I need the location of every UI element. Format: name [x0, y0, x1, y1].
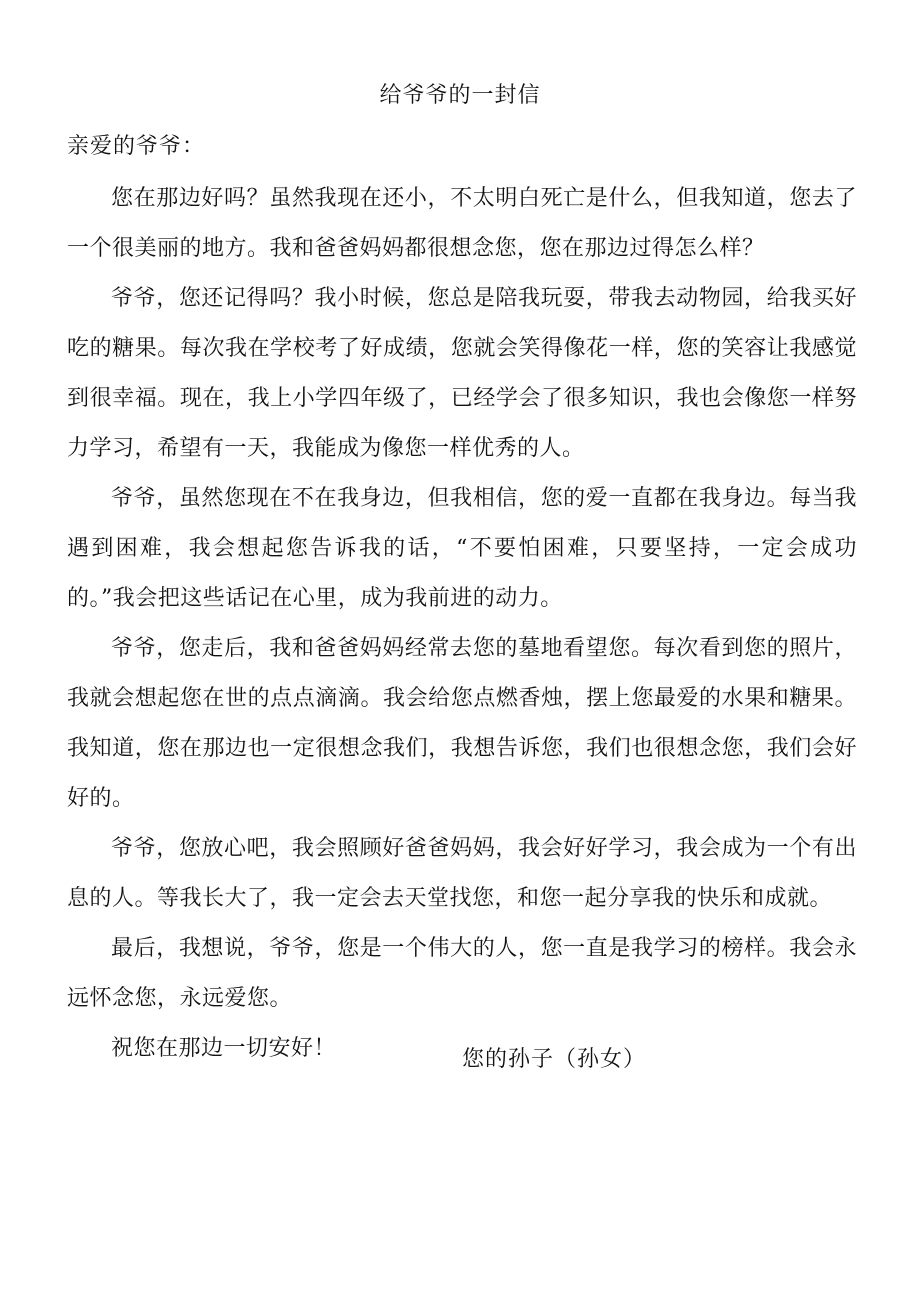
paragraph: 爷爷，您走后，我和爸爸妈妈经常去您的墓地看望您。每次看到您的照片，我就会想起您在世的点点滴滴。我会给您点燃香烛，摆上您最爱的水果和糖果。我知道，您在那边也一定很想念我们，我想告诉您，我们也很想念您，我们会好好的。 — [67, 636, 857, 811]
paragraph: 最后，我想说，爷爷，您是一个伟大的人，您一直是我学习的榜样。我会永远怀念您，永远爱您。 — [67, 936, 857, 1011]
paragraph: 爷爷，您放心吧，我会照顾好爸爸妈妈，我会好好学习，我会成为一个有出息的人。等我长大了，我一定会去天堂找您，和您一起分享我的快乐和成就。 — [67, 836, 857, 911]
salutation: 亲爱的爷爷： — [67, 134, 206, 159]
paragraph: 爷爷，您还记得吗？我小时候，您总是陪我玩耍，带我去动物园，给我买好吃的糖果。每次我在学校考了好成绩，您就会笑得像花一样，您的笑容让我感觉到很幸福。现在，我上小学四年级了，已经学会了很多知识，我也会像您一样努力学习，希望有一天，我能成为像您一样优秀的人。 — [67, 286, 857, 461]
paragraph: 您在那边好吗？虽然我现在还小，不太明白死亡是什么，但我知道，您去了一个很美丽的地方。我和爸爸妈妈都很想念您，您在那边过得怎么样？ — [67, 186, 857, 261]
closing-line: 祝您在那边一切安好！ — [111, 1036, 337, 1061]
letter-title: 给爷爷的一封信 — [379, 83, 541, 108]
paragraph: 爷爷，虽然您现在不在我身边，但我相信，您的爱一直都在我身边。每当我遇到困难，我会想起您告诉我的话，“不要怕困难，只要坚持，一定会成功的。”我会把这些话记在心里，成为我前进的动力。 — [67, 486, 857, 611]
signature: 您的孙子（孙女） — [462, 1047, 647, 1072]
letter-body — [67, 174, 857, 1074]
